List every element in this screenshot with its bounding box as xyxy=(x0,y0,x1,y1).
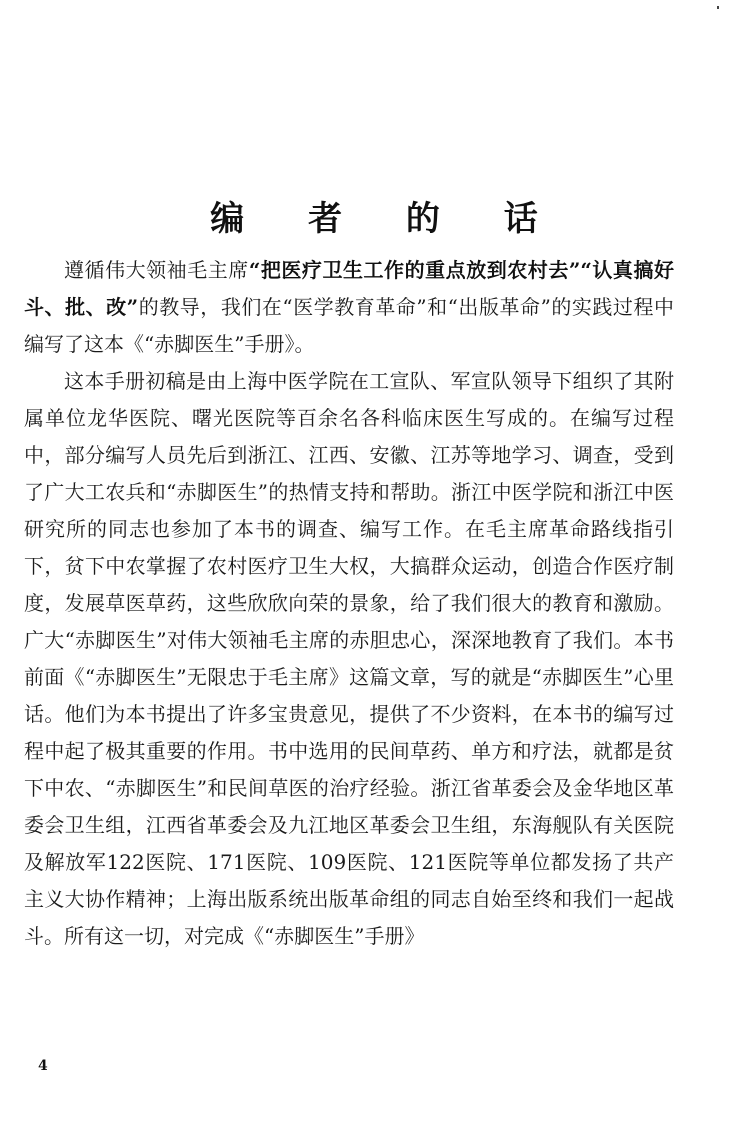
paragraph-1 xyxy=(24,252,674,363)
paragraph-2-text: 这本手册初稿是由上海中医学院在工宣队、军宣队领导下组织了其附属单位龙华医院、曙光医院等百余名各科临床医生写成的。在编写过程中，部分编写人员先后到浙江、江西、安徽、江苏等地学习、调查，受到了广大工农兵和“赤脚医生”的热情支持和帮助。浙江中医学院和浙江中医研究所的同志也参加了本书的调查、编写工作。在毛主席革命路线指引下，贫下中农掌握了农村医疗卫生大权，大搞群众运动，创造合作医疗制度，发展草医草药，这些欣欣向荣的景象，给了我们很大的教育和激励。广大“赤脚医生”对伟大领袖毛主席的赤胆忠心，深深地教育了我们。本书前面《“赤脚医生”无限忠于毛主席》这篇文章，写的就是“赤脚医生”心里话。他们为本书提出了许多宝贵意见，提供了不少资料，在本书的编写过程中起了极其重要的作用。书中选用的民间草药、单方和疗法，就都是贫下中农、“赤脚医生”和民间草医的治疗经验。浙江省革委会及金华地区革委会卫生组，江西省革委会及九江地区革委会卫生组，东海舰队有关医院及解放军122医院、171医院、109医院、121医院等单位都发扬了共产主义大协作精神；上海出版系统出版革命组的同志自始至终和我们一起战斗。所有这一切，对完成《“赤脚医生”手册》 xyxy=(24,369,674,948)
paragraph-2 xyxy=(24,363,674,955)
page-number: 4 xyxy=(38,1058,48,1074)
page-title: 编 者 的 话 xyxy=(210,198,564,239)
scan-speck xyxy=(717,6,719,9)
paragraph-1-rest: 的教导，我们在“医学教育革命”和“出版革命”的实践过程中编写了这本《“赤脚医生”手册》。 xyxy=(24,295,674,356)
paragraph-1-intro: 遵循伟大领袖毛主席 xyxy=(64,258,249,282)
paragraph-1-quote: “把医疗卫生工作的重点放到农村去”“认真搞好斗、批、改” xyxy=(24,258,675,319)
body-text xyxy=(24,252,674,955)
